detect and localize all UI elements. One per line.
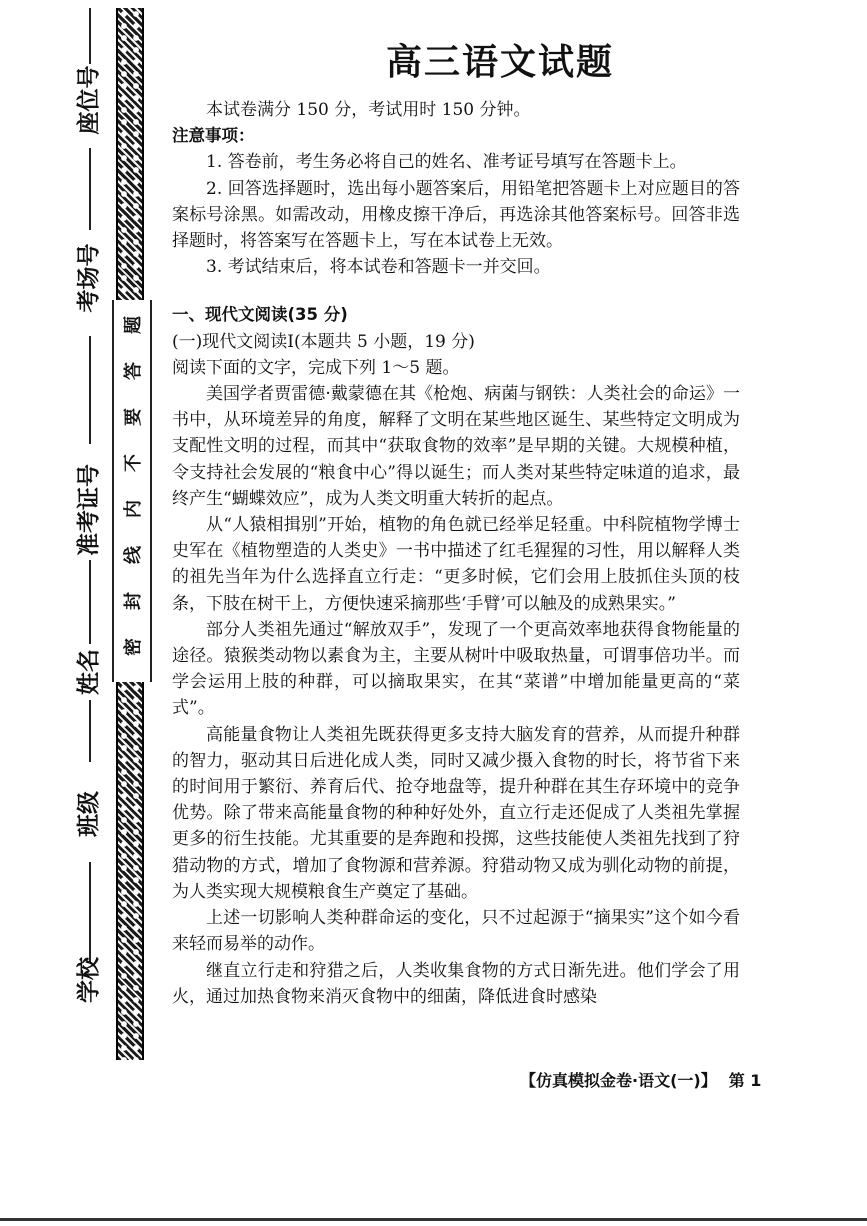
class-field-line[interactable] [89, 862, 91, 962]
seal-char: 不 [123, 454, 144, 472]
passage-paragraph: 高能量食物让人类祖先既获得更多支持大脑发育的营养，从而提升种群的智力，驱动其日后进化成人类，同时又减少摄入食物的时长，将节省下来的时间用于繁衍、养育后代、抢夺地盘等，提升种群在其生存环境中的竞争优势。除了带来高能量食物的种种好处外，直立行走还促成了人类祖先掌握更多的衍生技能。尤其重要的是奔跑和投掷，这些技能使人类祖先找到了狩猎动物的方式，增加了食物源和营养源。狩猎动物又成为驯化动物的前提，为人类实现大规模粮食生产奠定了基础。 [172, 724, 740, 902]
seat-number-label: 座位号 [75, 65, 102, 135]
notice-item: 3. 考试结束后，将本试卷和答题卡一并交回。 [206, 257, 551, 278]
exam-room-label: 考场号 [75, 243, 102, 313]
student-name-label: 姓名 [75, 649, 102, 695]
passage-paragraph: 继直立行走和狩猎之后，人类收集食物的方式日渐先进。他们学会了用火，通过加热食物来消灭食物中的细菌，降低进食时感染 [172, 960, 740, 1007]
page-footer [520, 1068, 773, 1091]
name-field-line[interactable] [89, 560, 91, 644]
notice-item: 1. 答卷前，考生务必将自己的姓名、准考证号填写在答题卡上。 [206, 152, 687, 173]
class-label: 班级 [75, 791, 102, 837]
seal-char: 封 [123, 592, 144, 610]
seal-char: 密 [123, 638, 144, 656]
seal-notice-box [112, 300, 152, 682]
seal-border-top [116, 8, 144, 300]
passage-paragraph: 美国学者贾雷德·戴蒙德在其《枪炮、病菌与钢铁：人类社会的命运》一书中，从环境差异的角度，解释了文明在某些地区诞生、某些特定文明成为支配性文明的过程，而其中“获取食物的效率”是早期的关键。大规模种植，令支持社会发展的“粮食中心”得以诞生；而人类对某些特定味道的追求，最终产生“蝴蝶效应”，成为人类文明重大转折的起点。 [172, 384, 740, 509]
seat-field-line[interactable] [89, 8, 91, 64]
passage-paragraph: 部分人类祖先通过“解放双手”，发现了一个更高效率地获得食物能量的途径。猿猴类动物以素食为主，主要从树叶中吸取热量，可谓事倍功半。而学会运用上肢的种群，可以摘取果实，在其“菜谱”中增加能量更高的“菜式”。 [172, 619, 740, 719]
exam-content [172, 97, 740, 1010]
binding-margin [0, 0, 168, 1226]
reading-instruction: 阅读下面的文字，完成下列 1～5 题。 [172, 357, 460, 378]
school-label: 学校 [75, 957, 102, 1003]
notice-heading: 注意事项： [172, 126, 255, 146]
class-field-line-top[interactable] [89, 700, 91, 762]
seal-char: 答 [123, 362, 144, 380]
page-bottom-edge [0, 1218, 867, 1221]
page-number: 第 1 [728, 1071, 762, 1090]
seal-border-bottom [116, 682, 144, 1060]
section-heading: 一、现代文阅读(35 分) [172, 305, 348, 325]
intro-text: 本试卷满分 150 分，考试用时 150 分钟。 [206, 100, 531, 120]
ticket-field-line[interactable] [89, 336, 91, 444]
notice-item: 2. 回答选择题时，选出每小题答案后，用铅笔把答题卡上对应题目的答案标号涂黑。如需改动，用橡皮擦干净后，再选涂其他答案标号。回答非选择题时，将答案写在答题卡上，写在本试卷上无效。 [172, 178, 740, 252]
seal-char: 线 [123, 546, 144, 564]
subsection-heading: (一)现代文阅读Ⅰ(本题共 5 小题，19 分) [172, 331, 475, 352]
seal-char: 要 [123, 408, 144, 426]
room-field-line[interactable] [89, 148, 91, 230]
passage-paragraph: 从“人猿相揖别”开始，植物的角色就已经举足轻重。中科院植物学博士史军在《植物塑造的人类史》一书中描述了红毛猩猩的习性，用以解释人类的祖先当年为什么选择直立行走：“更多时候，它们会用上肢抓住头顶的枝条，下肢在树干上，方便快速采摘那些‘手臂’可以触及的成熟果实。” [172, 515, 740, 614]
passage-paragraph: 上述一切影响人类种群命运的变化，只不过起源于“摘果实”这个如今看来轻而易举的动作。 [172, 908, 740, 955]
seal-char: 内 [123, 500, 144, 518]
spacer [172, 280, 740, 302]
admission-ticket-label: 准考证号 [75, 464, 102, 556]
seal-char: 题 [123, 316, 144, 334]
footer-series: 【仿真模拟金卷·语文(一)】 [520, 1071, 717, 1090]
page-title: 高三语文试题 [385, 42, 614, 83]
